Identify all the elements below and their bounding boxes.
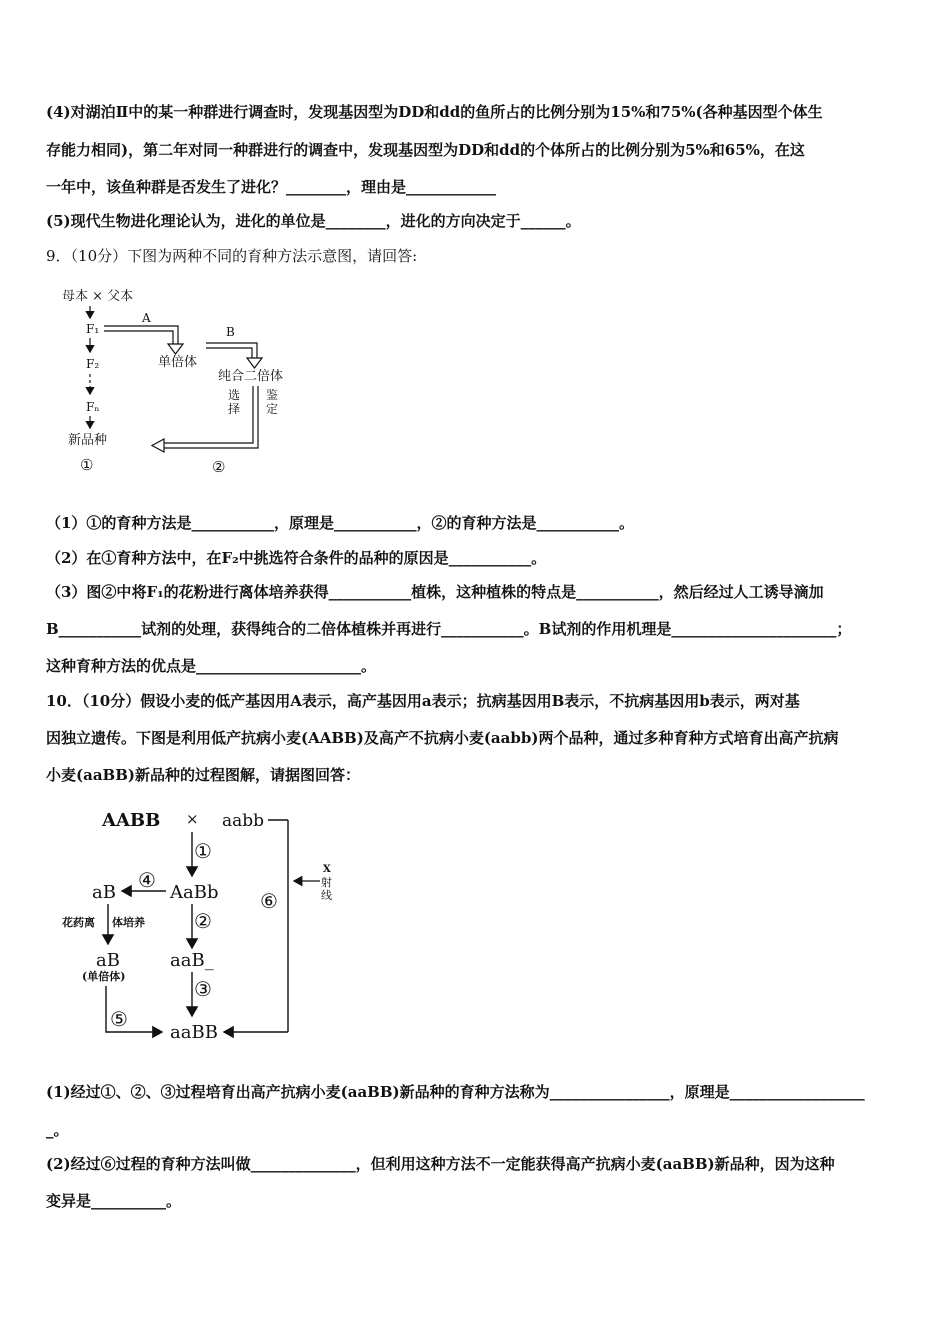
q10-circle3: ③ [194, 977, 212, 1001]
q9-arrowhead-a [168, 344, 183, 354]
q10-xray-char1: 射 [321, 876, 332, 889]
q9-stem: 9．（10分）下图为两种不同的育种方法示意图，请回答: [46, 247, 418, 265]
q10-sub2-line2: 变异是__________。 [46, 1192, 182, 1210]
q10-circle2: ② [194, 909, 212, 933]
q9-arrowhead-b [247, 358, 262, 368]
q10-haploid-note: (单倍体) [82, 970, 126, 983]
q8-part4-line2: 存能力相同)，第二年对同一种群进行的调查中，发现基因型为DD和dd的个体所占的比例分别为5%和65%，在这 [46, 141, 805, 159]
q9-double-arrow-b [206, 343, 257, 358]
q9-diagram-svg [60, 282, 310, 482]
q10-culture-label: 体培养 [112, 916, 145, 929]
q9-new-variety-label: 新品种 [68, 433, 108, 448]
q9-label-a: A [142, 311, 151, 325]
q10-xray-x: X [323, 864, 331, 875]
q9-haploid-label: 单倍体 [158, 355, 198, 370]
q10-sub1-line1: (1)经过①、②、③过程培育出高产抗病小麦(aaBB)新品种的育种方法称为________________，原理是__________________ [46, 1083, 865, 1101]
q10-circle5: ⑤ [110, 1007, 128, 1031]
q9-sub1: （1）①的育种方法是___________，原理是___________，②的育种方法是___________。 [46, 514, 634, 532]
q9-circle1-label: ① [80, 456, 94, 474]
q9-parents-label: 母本 × 父本 [62, 289, 134, 304]
q10-breeding-diagram [58, 804, 348, 1044]
q10-f1-aabb: AaBb [170, 882, 219, 903]
q10-cross-symbol: × [186, 810, 199, 828]
q10-diagram-svg [58, 804, 348, 1044]
q9-circle2-label: ② [212, 458, 226, 476]
q9-identify-char2: 定 [266, 402, 279, 416]
q9-sub2: （2）在①育种方法中，在F₂中挑选符合条件的品种的原因是___________。 [46, 549, 547, 567]
q9-label-b: B [226, 325, 235, 339]
q9-arrowhead-return [152, 439, 164, 452]
q10-sub1-line2: _。 [46, 1121, 69, 1139]
q8-part4-line1: (4)对湖泊Ⅱ中的某一种群进行调查时，发现基因型为DD和dd的鱼所占的比例分别为15%和75%(各种基因型个体生 [46, 103, 823, 121]
q9-fn-label: Fₙ [86, 400, 100, 414]
q9-f1-label: F₁ [86, 322, 100, 336]
q10-haploid-ab: aB [96, 950, 120, 971]
q9-identify-char1: 鉴 [266, 388, 279, 402]
q9-sub3-line2: B___________试剂的处理，获得纯合的二倍体植株并再进行___________。B试剂的作用机理是______________________； [46, 620, 852, 638]
q9-select-char1: 选 [228, 388, 241, 402]
q9-select-char2: 择 [228, 402, 241, 416]
q9-breeding-diagram [60, 282, 310, 482]
q10-gamete-ab: aB [92, 882, 116, 903]
q9-sub3-line1: （3）图②中将F₁的花粉进行离体培养获得___________植株，这种植株的特点是___________，然后经过人工诱导滴加 [46, 583, 824, 601]
q10-stem-line1: 10．（10分）假设小麦的低产基因用A表示，高产基因用a表示；抗病基因用B表示，不抗病基因用b表示，两对基 [46, 692, 800, 710]
q9-pure-diploid-label: 纯合二倍体 [218, 369, 284, 384]
q10-parent-aabb-upper: AABB [102, 810, 161, 831]
q10-parent-aabb-lower: aabb [222, 811, 265, 831]
q9-f2-label: F₂ [86, 357, 100, 371]
q10-anther-label: 花药离 [62, 916, 95, 929]
q9-sub3-line3: 这种育种方法的优点是______________________。 [46, 657, 377, 675]
q10-stem-line2: 因独立遗传。下图是利用低产抗病小麦(AABB)及高产不抗病小麦(aabb)两个品种，通过多种育种方式培育出高产抗病 [46, 729, 839, 747]
q10-circle6: ⑥ [260, 889, 278, 913]
q10-circle4: ④ [138, 868, 156, 892]
q10-circle1: ① [194, 839, 212, 863]
q10-sub2-line1: (2)经过⑥过程的育种方法叫做______________，但利用这种方法不一定能获得高产抗病小麦(aaBB)新品种，因为这种 [46, 1155, 835, 1173]
q9-double-arrow-return [164, 386, 258, 448]
q9-double-arrow-a [104, 326, 178, 344]
q10-xray-char2: 线 [321, 889, 332, 902]
q10-stem-line3: 小麦(aaBB)新品种的过程图解，请据图回答： [46, 766, 360, 784]
q10-aab-blank: aaB_ [170, 950, 214, 971]
q8-part4-line3: 一年中，该鱼种群是否发生了进化？________，理由是____________ [46, 178, 497, 196]
q10-final-aabb: aaBB [170, 1022, 218, 1043]
q8-part5: (5)现代生物进化理论认为，进化的单位是________，进化的方向决定于______。 [46, 212, 581, 230]
